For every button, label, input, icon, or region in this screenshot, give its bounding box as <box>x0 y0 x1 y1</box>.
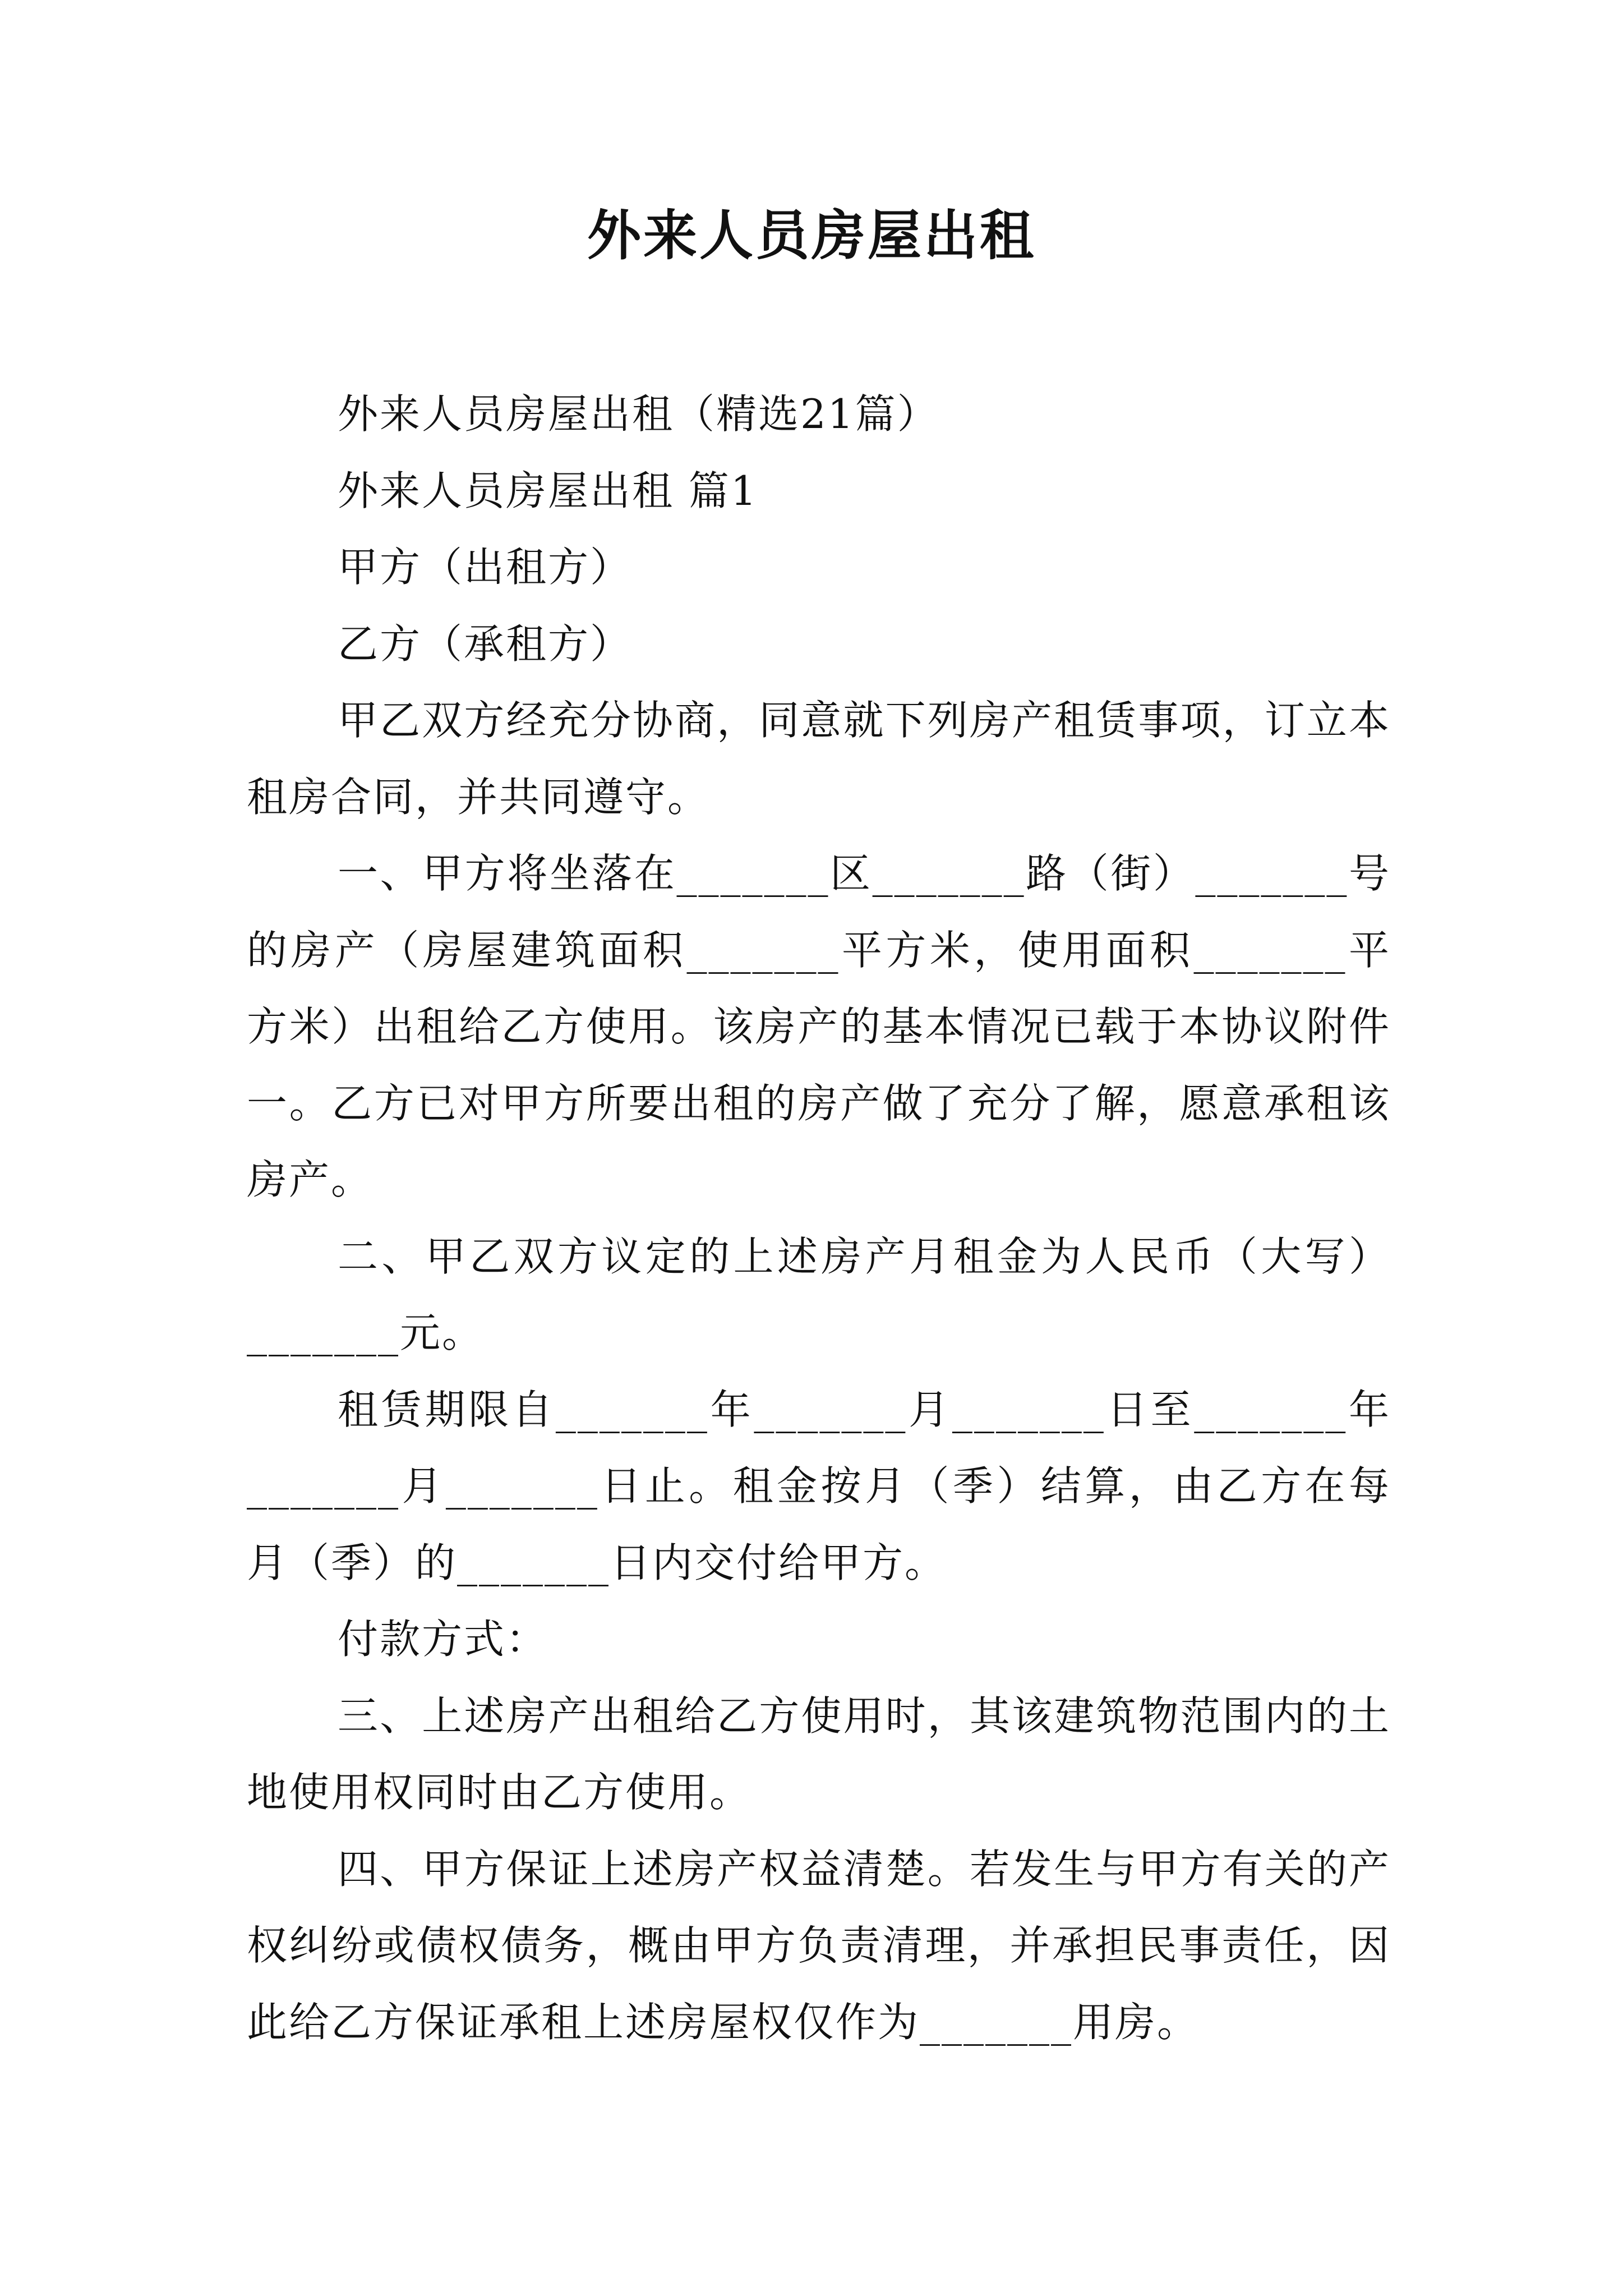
paragraph-party-b: 乙方（承租方） <box>338 620 633 668</box>
document-body <box>247 376 1391 2060</box>
document-title: 外来人员房屋出租 <box>587 204 1036 267</box>
paragraph-clause-4: 四、甲方保证上述房产权益清楚。若发生与甲方有关的产权纠纷或债权债务，概由甲方负责清理，并承担民事责任，因此给乙方保证承租上述房屋权仅作为_______用房。 <box>247 1845 1391 2046</box>
paragraph-preamble: 甲乙双方经充分协商，同意就下列房产租赁事项，订立本租房合同，并共同遵守。 <box>247 697 1391 821</box>
paragraph-clause-2: 二、甲乙双方议定的上述房产月租金为人民币（大写）_______元。 <box>247 1232 1391 1356</box>
paragraph-lease-term: 租赁期限自_______年_______月_______日至_______年_______月_______日止。租金按月（季）结算，由乙方在每月（季）的_______日内交付给甲方。 <box>247 1386 1391 1586</box>
paragraph-subtitle: 外来人员房屋出租（精选21篇） <box>338 390 939 438</box>
paragraph-clause-1: 一、甲方将坐落在_______区_______路（街）_______号的房产（房屋建筑面积_______平方米，使用面积_______平方米）出租给乙方使用。该房产的基本情况已载于本协议附件一。乙方已对甲方所要出租的房产做了充分了解，愿意承租该房产。 <box>247 850 1391 1203</box>
paragraph-section-heading: 外来人员房屋出租 篇1 <box>338 467 758 514</box>
paragraph-payment-method: 付款方式： <box>338 1616 548 1663</box>
paragraph-clause-3: 三、上述房产出租给乙方使用时，其该建筑物范围内的土地使用权同时由乙方使用。 <box>247 1692 1391 1816</box>
paragraph-party-a: 甲方（出租方） <box>338 544 633 591</box>
